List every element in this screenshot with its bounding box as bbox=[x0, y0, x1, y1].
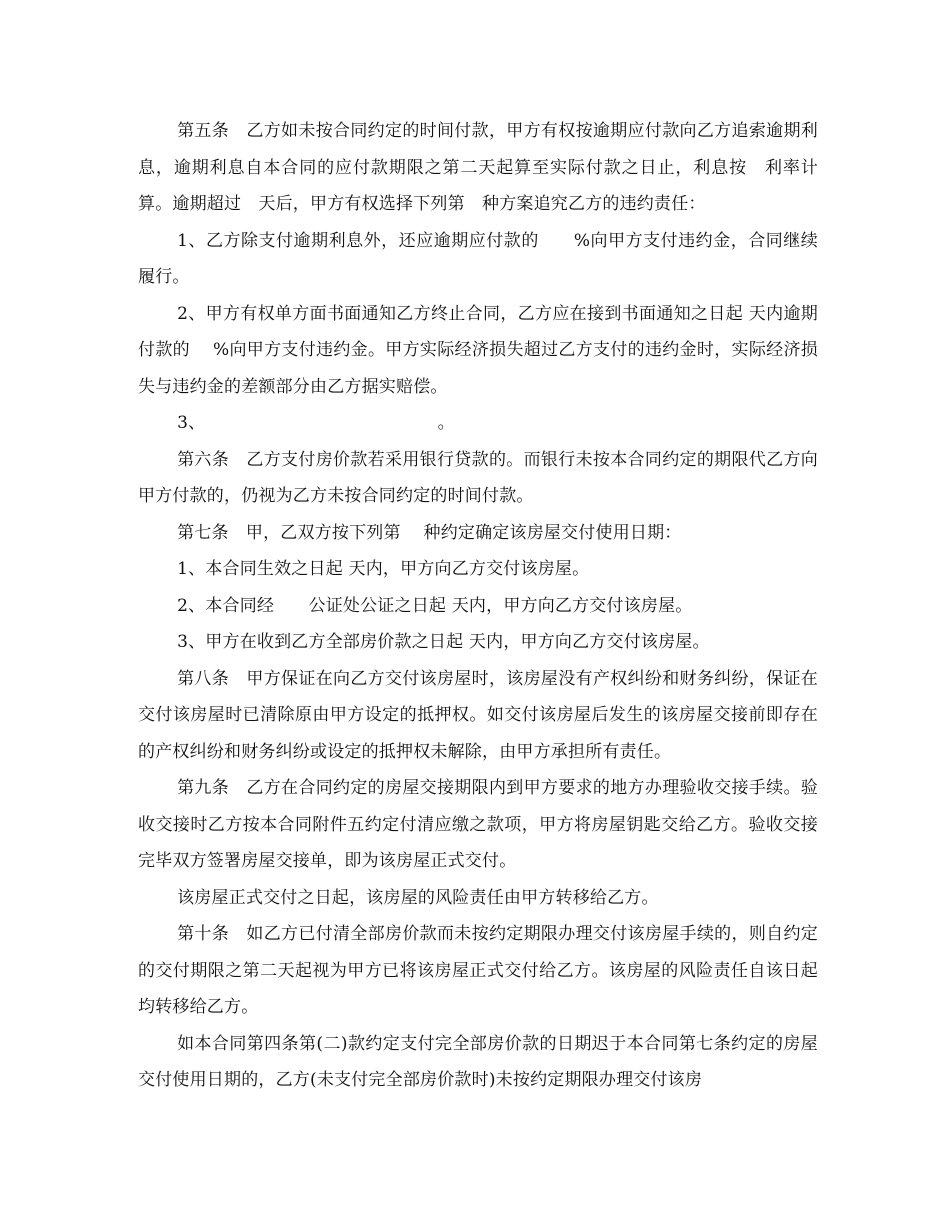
paragraph-article-10-supplement: 如本合同第四条第(二)款约定支付完全部房价款的日期迟于本合同第七条约定的房屋交付使用日期的，乙方(未支付完全部房价款时)未按约定期限办理交付该房 bbox=[138, 1033, 818, 1090]
document-body bbox=[138, 113, 818, 1099]
paragraph-article-7: 第七条 甲，乙双方按下列第 种约定确定该房屋交付使用日期： bbox=[177, 522, 682, 543]
paragraph-article-7-option-2: 2、本合同经 公证处公证之日起 天内，甲方向乙方交付该房屋。 bbox=[177, 595, 693, 616]
paragraph-article-6: 第六条 乙方支付房价款若采用银行贷款的。而银行未按本合同约定的期限代乙方向甲方付款的，仍视为乙方未按合同约定的时间付款。 bbox=[138, 449, 818, 506]
paragraph-risk-transfer: 该房屋正式交付之日起，该房屋的风险责任由甲方转移给乙方。 bbox=[177, 887, 659, 908]
paragraph-article-5-option-2: 2、甲方有权单方面书面通知乙方终止合同，乙方应在接到书面通知之日起 天内逾期付款的 %向甲方支付违约金。甲方实际经济损失超过乙方支付的违约金时，实际经济损失与违约金的差额部分由乙方据实赔偿。 bbox=[138, 303, 818, 397]
paragraph-article-5-option-1: 1、乙方除支付逾期利息外，还应逾期应付款的 %向甲方支付违约金，合同继续履行。 bbox=[138, 230, 818, 287]
paragraph-article-8: 第八条 甲方保证在向乙方交付该房屋时，该房屋没有产权纠纷和财务纠纷，保证在交付该房屋时已清除原由甲方设定的抵押权。如交付该房屋后发生的该房屋交接前即存在的产权纠纷和财务纠纷或设定的抵押权未解除，由甲方承担所有责任。 bbox=[138, 668, 818, 762]
paragraph-article-10: 第十条 如乙方已付清全部房价款而未按约定期限办理交付该房屋手续的，则自约定的交付期限之第二天起视为甲方已将该房屋正式交付给乙方。该房屋的风险责任自该日起均转移给乙方。 bbox=[138, 924, 818, 1017]
paragraph-article-7-option-1: 1、本合同生效之日起 天内，甲方向乙方交付该房屋。 bbox=[177, 559, 590, 579]
paragraph-article-7-option-3: 3、甲方在收到乙方全部房价款之日起 天内，甲方向乙方交付该房屋。 bbox=[177, 632, 710, 652]
paragraph-article-5-option-3: 3、 。 bbox=[177, 413, 455, 433]
paragraph-article-5: 第五条 乙方如未按合同约定的时间付款，甲方有权按逾期应付款向乙方追索逾期利息，逾期利息自本合同的应付款期限之第二天起算至实际付款之日止，利息按 利率计算。逾期超过 天后，甲方有权选择下列第 种方案追究乙方的违约责任： bbox=[138, 121, 818, 214]
paragraph-article-9: 第九条 乙方在合同约定的房屋交接期限内到甲方要求的地方办理验收交接手续。验收交接时乙方按本合同附件五约定付清应缴之款项，甲方将房屋钥匙交给乙方。验收交接完毕双方签署房屋交接单，即为该房屋正式交付。 bbox=[138, 778, 818, 871]
